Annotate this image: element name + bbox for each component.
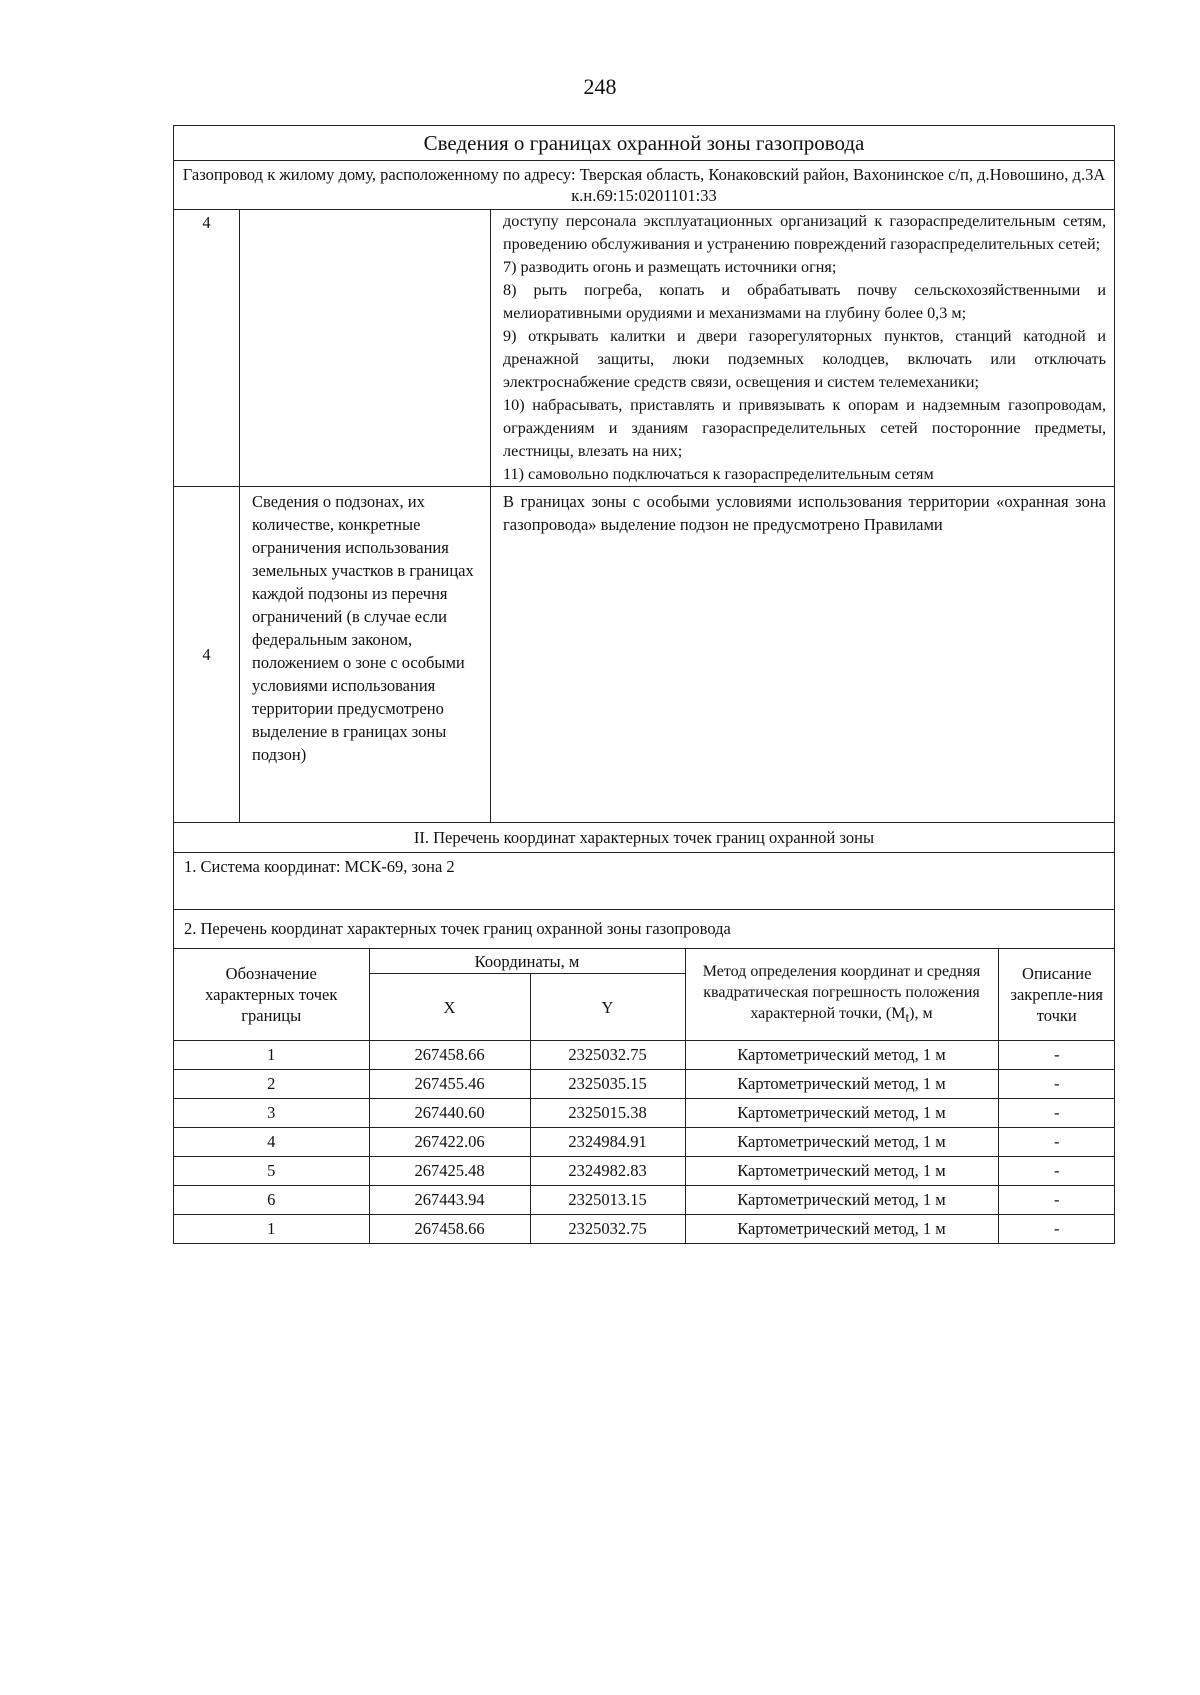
header-method-text: Метод определения координат и средняя квадратическая погрешность положения характерной точки, $(M_t)$, м (702, 962, 981, 1026)
point-id: 2 (174, 1070, 369, 1099)
table-row (174, 1041, 1115, 1070)
point-x: 267458.66 (369, 1041, 530, 1070)
pipeline-address: Газопровод к жилому дому, расположенному по адресу: Тверская область, Конаковский район, Вахонинское с/п, д.Новошино, д.3А к.н.69:15:0201101:33 (174, 161, 1115, 210)
point-desc: - (998, 1070, 1115, 1099)
header-y: Y (530, 974, 685, 1041)
subzones-value: В границах зоны с особыми условиями использования территории «охранная зона газопровода» выделение подзон не предусмотрено Правилами (491, 487, 1115, 823)
table-row (174, 1215, 1115, 1244)
point-method: Картометрический метод, 1 м (685, 1186, 998, 1215)
restriction-item: 9) открывать калитки и двери газорегуляторных пунктов, станций катодной и дренажной защиты, люки подземных колодцев, включать или отключать электроснабжение средств связи, освещения и систем телемеханики; (503, 327, 1107, 391)
subzones-row (174, 487, 1115, 823)
header-description: Описание закрепле-ния точки (998, 949, 1115, 1041)
point-id: 5 (174, 1157, 369, 1186)
point-desc: - (998, 1128, 1115, 1157)
point-y: 2324982.83 (530, 1157, 685, 1186)
point-method: Картометрический метод, 1 м (685, 1215, 998, 1244)
row-number: 4 (174, 487, 240, 823)
table-row (174, 1099, 1115, 1128)
point-desc: - (998, 1215, 1115, 1244)
coordinates-container (174, 949, 1115, 1244)
restriction-item: доступу персонала эксплуатационных организаций к газораспределительным сетям, проведению обслуживания и устранению повреждений газораспределительных сетей; (503, 212, 1107, 253)
point-method: Картометрический метод, 1 м (685, 1099, 998, 1128)
point-y: 2325015.38 (530, 1099, 685, 1128)
point-y: 2325032.75 (530, 1215, 685, 1244)
section-2-title: II. Перечень координат характерных точек границ охранной зоны (174, 823, 1115, 853)
point-x: 267425.48 (369, 1157, 530, 1186)
point-desc: - (998, 1157, 1115, 1186)
point-y: 2325013.15 (530, 1186, 685, 1215)
point-x: 267440.60 (369, 1099, 530, 1128)
point-y: 2325032.75 (530, 1041, 685, 1070)
point-method: Картометрический метод, 1 м (685, 1128, 998, 1157)
restrictions-list (491, 210, 1115, 487)
point-method: Картометрический метод, 1 м (685, 1041, 998, 1070)
point-id: 6 (174, 1186, 369, 1215)
point-x: 267422.06 (369, 1128, 530, 1157)
header-method (685, 949, 998, 1041)
point-id: 4 (174, 1128, 369, 1157)
point-desc: - (998, 1041, 1115, 1070)
empty-label-cell (240, 210, 491, 487)
coordinate-system: 1. Система координат: МСК-69, зона 2 (174, 853, 1115, 910)
point-method: Картометрический метод, 1 м (685, 1070, 998, 1099)
restriction-item: 10) набрасывать, приставлять и привязывать к опорам и надземным газопроводам, ограждениям и зданиям газораспределительных сетей посторонние предметы, лестницы, влезать на них; (503, 396, 1107, 460)
header-point: Обозначение характерных точек границы (174, 949, 369, 1041)
point-id: 3 (174, 1099, 369, 1128)
document-title: Сведения о границах охранной зоны газопровода (174, 126, 1115, 161)
point-desc: - (998, 1186, 1115, 1215)
point-y: 2324984.91 (530, 1128, 685, 1157)
coordinates-table (174, 949, 1115, 1243)
coordinate-list-title: 2. Перечень координат характерных точек границ охранной зоны газопровода (174, 910, 1115, 949)
header-x: X (369, 974, 530, 1041)
point-desc: - (998, 1099, 1115, 1128)
subzones-label: Сведения о подзонах, их количестве, конкретные ограничения использования земельных участков в границах каждой подзоны из перечня ограничений (в случае если федеральным законом, положением о зоне с особыми условиями использования территории предусмотрено выделение в границах зоны подзон) (240, 487, 491, 823)
restriction-item: 8) рыть погреба, копать и обрабатывать почву сельскохозяйственными и мелиоративными орудиями и механизмами на глубину более 0,3 м; (503, 281, 1107, 322)
point-x: 267458.66 (369, 1215, 530, 1244)
table-row (174, 1070, 1115, 1099)
point-x: 267443.94 (369, 1186, 530, 1215)
table-row (174, 1186, 1115, 1215)
row-number: 4 (174, 210, 240, 487)
point-method: Картометрический метод, 1 м (685, 1157, 998, 1186)
point-y: 2325035.15 (530, 1070, 685, 1099)
table-row (174, 1157, 1115, 1186)
point-x: 267455.46 (369, 1070, 530, 1099)
restriction-item: 7) разводить огонь и размещать источники огня; (503, 258, 837, 276)
restrictions-row (174, 210, 1115, 487)
point-id: 1 (174, 1041, 369, 1070)
header-coordinates: Координаты, м (369, 949, 685, 974)
table-row (174, 1128, 1115, 1157)
point-id: 1 (174, 1215, 369, 1244)
page-number: 248 (583, 74, 617, 99)
protection-zone-table (173, 125, 1115, 1244)
restriction-item: 11) самовольно подключаться к газораспределительным сетям (503, 465, 934, 483)
